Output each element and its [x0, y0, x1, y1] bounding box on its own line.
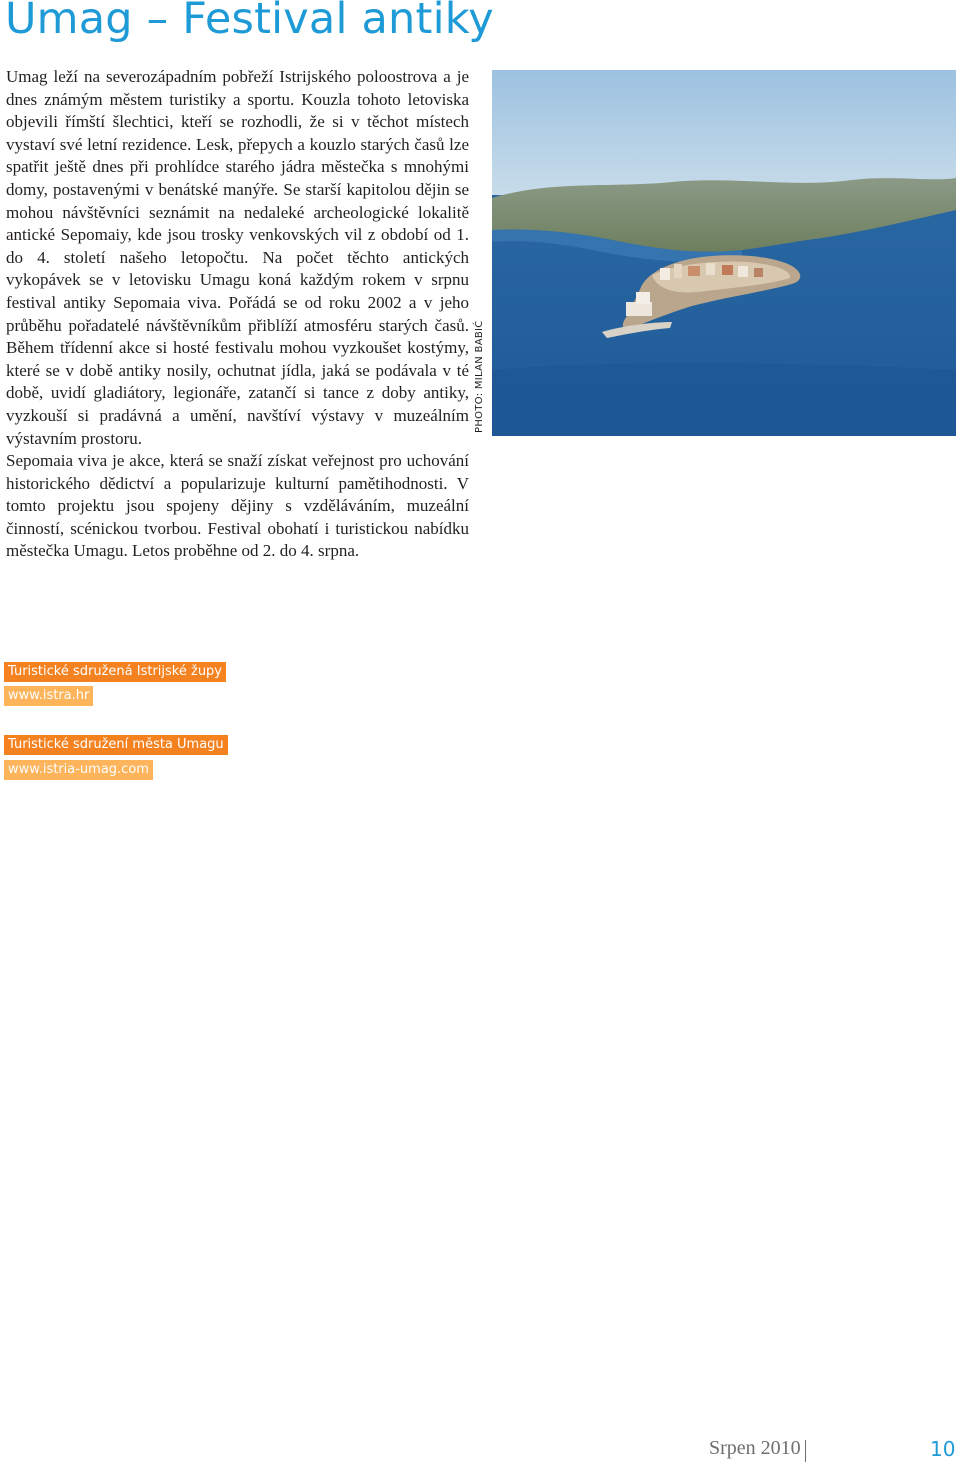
- article-paragraph-1: Umag leží na severozápadním pobřeží Istrijského poloostrova a je dnes známým městem turistiky a sportu. Kouzla tohoto letoviska objevili římští šlechtici, kteří se rozhodli, že si v těchot místech vystaví své letní rezidence. Lesk, přepych a kouzlo starých časů lze spatřit ještě dnes při prohlídce starého jádra městečka s mnohými domy, postavenými v benátské manýře. Se starší kapitolou dějin se mohou návštěvníci seznámit na nedaleké archeologické lokalitě antické Sepomaiy, kde jsou trosky venkovských vil z období od 1. do 4. století našeho letopočtu. Na počet těchto antických vykopávek se v letovisku Umagu koná každým rokem v srpnu festival antiky Sepomaia viva. Pořádá se od roku 2002 a v jeho průběhu pořadatelé návštěvníkům přiblíží atmosféru starých časů. Během třídenní akce si hosté festivalu mohou vyzkoušet kostýmy, které se v době antiky nosily, ochutnat jídla, jaká se podávala v té době, uvidí gladiátory, legionáře, zatančí si tance z doby antiky, vyzkouší si pradávná a umění, navštíví výstavy v muzeálním výstavním prostoru.: [6, 67, 469, 448]
- page-title: Umag – Festival antiky: [5, 0, 494, 44]
- contact-org-umag: Turistické sdružení města Umagu: [4, 735, 228, 755]
- photo-credit: PHOTO: MILAN BABIĆ: [474, 320, 485, 433]
- contact-org-istria: Turistické sdružená Istrijské župy: [4, 662, 226, 682]
- article-paragraph-2: Sepomaia viva je akce, která se snaží získat veřejnost pro uchování historického dědictví a popularizuje kulturní pamětihodnosti. V tomto projektu jsou spojeny dějiny s vzděláváním, muzeální činností, scénickou tvorbou. Festival obohatí i turistickou nabídku městečka Umagu. Letos proběhne od 2. do 4. srpna.: [6, 451, 469, 561]
- article-body: [6, 66, 469, 563]
- contact-link-umag[interactable]: www.istria-umag.com: [4, 760, 153, 780]
- issue-month: Srpen 2010: [709, 1437, 801, 1459]
- aerial-photo: [492, 70, 956, 436]
- page-number: 10: [930, 1437, 956, 1461]
- contact-link-istra[interactable]: www.istra.hr: [4, 686, 93, 706]
- footer-divider: [805, 1440, 806, 1462]
